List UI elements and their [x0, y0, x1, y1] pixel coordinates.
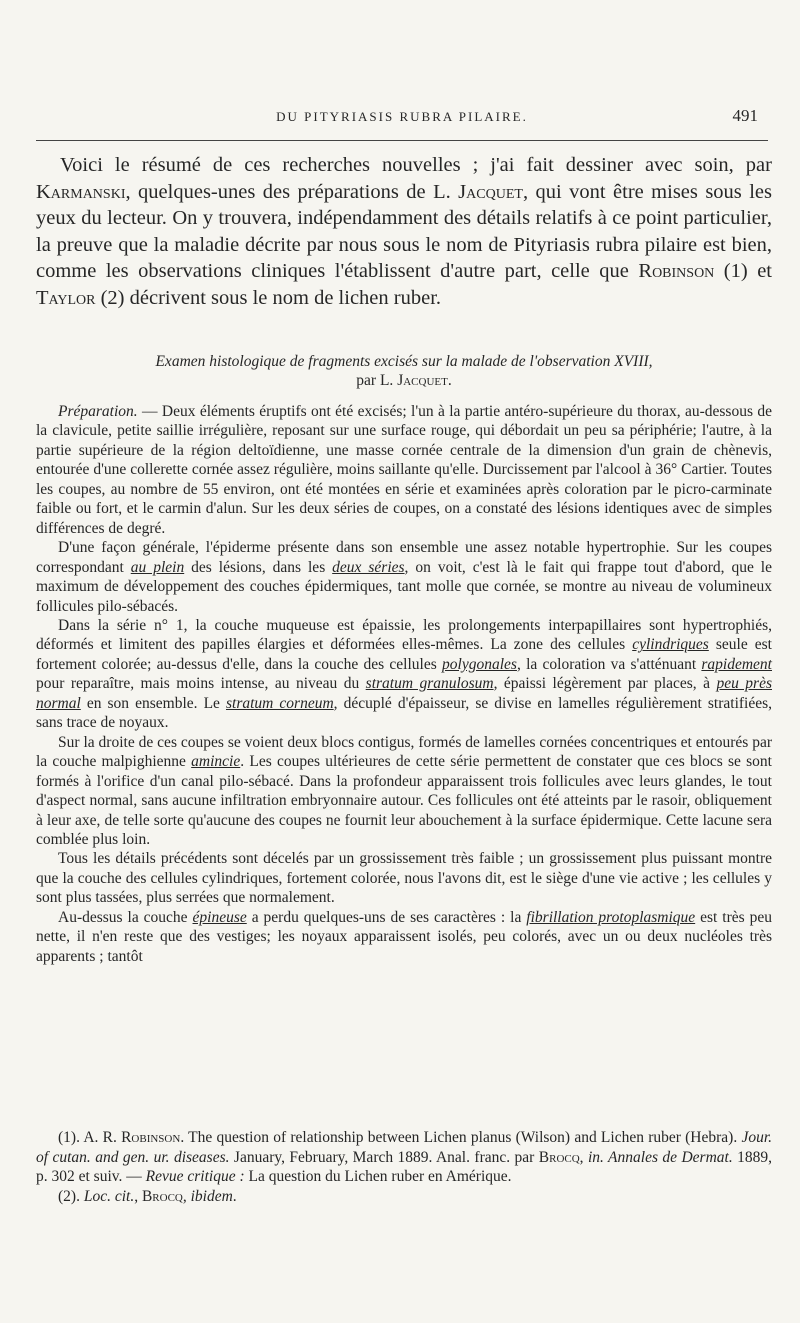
paragraph-text: pour reparaître, mais moins intense, au niveau du: [36, 675, 366, 693]
paragraph-text: des lésions, dans les: [184, 558, 333, 576]
emphasis-text: épineuse: [192, 908, 247, 926]
emphasis-text: rapidement: [701, 655, 772, 673]
citation-abbrev: Loc. cit.: [83, 1187, 135, 1205]
footnote-text: ,: [579, 1148, 588, 1166]
author-name: Brocq: [538, 1148, 580, 1166]
running-header: [36, 106, 768, 128]
journal-title: Revue critique :: [145, 1168, 245, 1185]
paragraph-preparation: [36, 402, 772, 538]
header-rule: [36, 140, 768, 141]
intro-text: (2) décrivent sous le nom de lichen ruber.: [95, 286, 442, 309]
author-name: Jacquet: [458, 180, 523, 203]
emphasis-text: stratum corneum: [225, 694, 334, 712]
footnote-text: (2).: [58, 1187, 84, 1205]
heading-line-2: [36, 371, 772, 390]
footnote-text: ,: [134, 1187, 142, 1205]
paragraph-text: — Deux éléments éruptifs ont été excisés; l'un à la partie antéro-supérieure du thorax, au-dessous de la clavicule, petite saillie irrégulière, reposant sur une surface rouge, qui débordait un peu sa périphérie; l'autre, à la partie supérieure de la région deltoïdienne, une masse cornée centrale de la dimension d'un grain de chènevis, entourée d'une collerette cornée assez régulière, moins saillante qu'elle. Durcissement par l'alcool à 36° Cartier. Toutes les coupes, au nombre de 55 environ, ont été montées en série et examinées après coloration par le picro-carminate faible ou fort, et le carmin d'alun. Sur les deux séries de coupes, on a constaté des lésions identiques avec de simples différences de degré.: [36, 403, 772, 537]
paragraph-text: , décuplé d'épaisseur, se divise en lamelles régulièrement stratifiées, sans trace de noyaux.: [36, 694, 773, 732]
footnote-text: 1889, p. 302 et suiv. —: [36, 1148, 773, 1185]
paragraph-text: Sur la droite de ces coupes se voient deux blocs contigus, formés de lamelles cornées concentriques et entourés par la couche malpighienne: [36, 733, 772, 771]
emphasis-text: au plein: [130, 558, 185, 576]
author-name: Taylor: [36, 286, 96, 309]
footnote-1: [36, 1128, 772, 1187]
running-title: DU PITYRIASIS RUBRA PILAIRE.: [276, 109, 528, 124]
paragraph-text: est très peu nette, il n'en reste que des vestiges; les noyaux apparaissent isolés, peu colorés, avec un ou deux nucléoles très apparents ; tantôt: [36, 908, 773, 965]
emphasis-text: fibrillation protoplasmique: [526, 908, 696, 926]
emphasis-text: amincie: [191, 753, 241, 771]
paragraph-text: Au-dessus la couche: [58, 908, 193, 926]
paragraph-text: en son ensemble. Le: [80, 694, 226, 712]
author-name: Robinson: [638, 260, 715, 282]
emphasis-text: deux séries: [332, 558, 405, 576]
emphasis-text: polygonales: [442, 655, 517, 673]
paragraph-text: Tous les détails précédents sont décelés par un grossissement très faible ; un grossissement plus puissant montre que la couche des cellules cylindriques, fortement colorée, nous l'avons dit, est le siège d'une vie active ; les cellules y sont plus tassées, plus serrées que normalement.: [36, 850, 772, 907]
footnote-text: January, February, March 1889. Anal. franc. par: [229, 1148, 539, 1166]
author-name: Jacquet: [397, 372, 448, 389]
page-number: 491: [732, 106, 758, 125]
body-text: [36, 402, 772, 966]
paragraph-magnification: [36, 849, 772, 907]
paragraph-spinous-layer: [36, 908, 772, 966]
journal-title: in. Annales de Dermat.: [587, 1148, 733, 1166]
citation-abbrev: ibidem: [190, 1187, 233, 1205]
paragraph-text: , on voit, c'est là le fait qui frappe tout d'abord, que le maximum de développement des couches épidermiques, tant molle que cornée, se montre au niveau de volumineux follicules pilo-sébacés.: [36, 558, 772, 615]
heading-line-1: Examen histologique de fragments excisés sur la malade de l'observation XVIII,: [155, 353, 653, 370]
paragraph-general: [36, 538, 772, 616]
intro-text: , quelques-unes des préparations de L.: [125, 180, 459, 203]
heading-text: .: [447, 372, 452, 389]
paragraph-text: seule est fortement colorée; au-dessus d'elle, dans la couche des cellules: [36, 636, 772, 673]
footnote-text: (1). A. R.: [58, 1129, 122, 1146]
paragraph-series-1: [36, 616, 772, 733]
paragraph-text: a perdu quelques-uns de ses caractères : la: [246, 908, 527, 926]
footnote-text: .: [232, 1187, 237, 1205]
paragraph-text: Dans la série n° 1, la couche muqueuse est épaissie, les prolongements interpapillaires sont hypertrophiés, déformés et limitent des papilles élargies et déformées elles-mêmes. La zone des cellules: [36, 616, 772, 654]
heading-text: par L.: [356, 372, 398, 389]
paragraph-text: , la coloration va s'atténuant: [516, 655, 702, 673]
author-name: Karmanski: [36, 180, 126, 203]
intro-text: (1) et: [714, 260, 772, 282]
paragraph-text: , épaissi légèrement par places, à: [493, 675, 717, 693]
footnote-2: [36, 1187, 772, 1207]
section-heading: [36, 352, 772, 390]
paragraph-blocks: [36, 733, 772, 850]
emphasis-text: peu près normal: [36, 675, 772, 712]
author-name: Brocq: [141, 1187, 183, 1205]
intro-text: Voici le résumé de ces recherches nouvelles ; j'ai fait dessiner avec soin, par: [60, 154, 772, 176]
footnotes: [36, 1128, 772, 1206]
footnote-text: ,: [182, 1187, 191, 1205]
author-name: Robinson: [121, 1129, 181, 1146]
paragraph-text: D'une façon générale, l'épiderme présente dans son ensemble une assez notable hypertrophie. Sur les coupes correspondant: [36, 539, 772, 576]
intro-text: , qui vont être mises sous les yeux du lecteur. On y trouvera, indépendamment des détails relatifs à ce point particulier, la preuve que la maladie décrite par nous sous le nom de Pityriasis rubra pilaire est bien, comme les observations cliniques l'établissent d'autre part, celle que: [36, 180, 772, 282]
footnote-text: La question du Lichen ruber en Amérique.: [244, 1168, 512, 1185]
paragraph-label: Préparation.: [58, 403, 138, 420]
footnote-text: . The question of relationship between Lichen planus (Wilson) and Lichen ruber (Hebra).: [180, 1129, 742, 1146]
emphasis-text: stratum granulosum: [365, 675, 494, 693]
intro-paragraph: [36, 152, 772, 311]
emphasis-text: cylindriques: [632, 636, 709, 654]
journal-title: Jour. of cutan. and gen. ur. diseases.: [36, 1129, 773, 1166]
paragraph-text: . Les coupes ultérieures de cette série permettent de constater que ces blocs se sont formés à l'orifice d'un canal pilo-sébacé. Dans la profondeur apparaissent trois follicules avec leurs glandes, le tout d'aspect normal, sans aucune infiltration embryonnaire autour. Ces follicules ont été atteints par le rasoir, obliquement à leur axe, de telle sorte qu'aucune des coupes ne fournit leur abouchement à la surface épidermique. Cette lacune sera comblée plus loin.: [36, 753, 772, 848]
